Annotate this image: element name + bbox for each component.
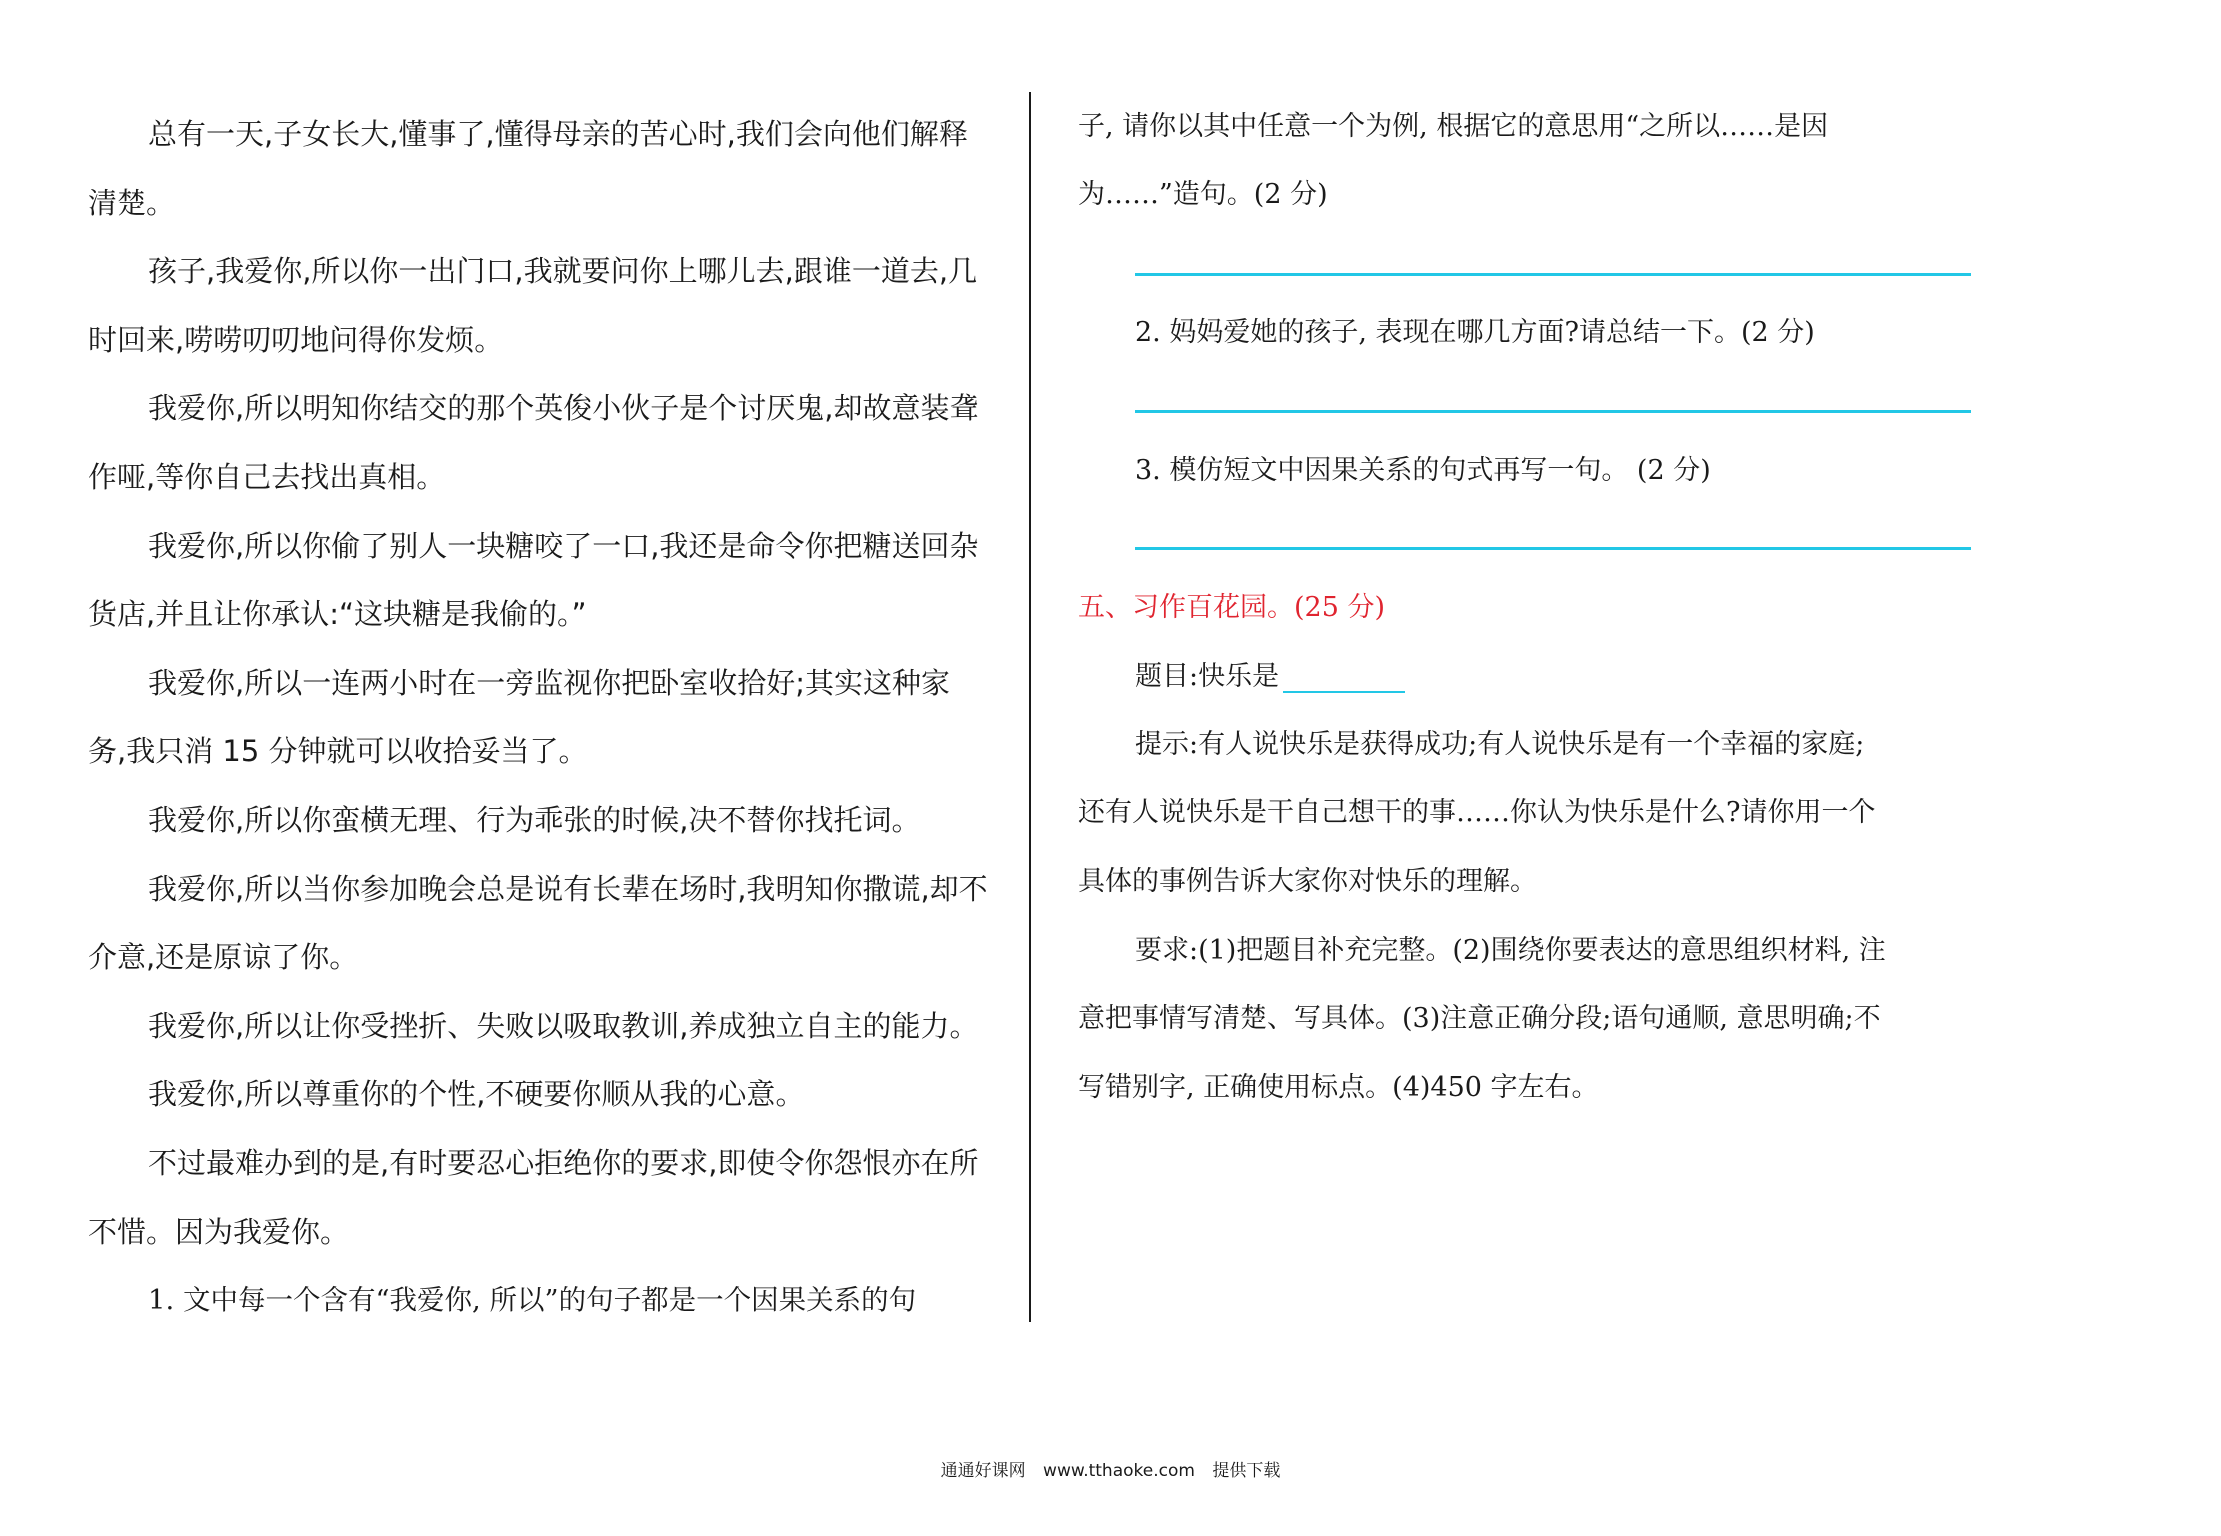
footer-site-name: 通通好课网 xyxy=(940,1461,1026,1481)
answer-line-2[interactable] xyxy=(1135,410,1971,413)
reading-passage xyxy=(88,100,988,1335)
topic-label: 题目:快乐是 xyxy=(1135,661,1280,692)
passage-paragraph: 我爱你,所以明知你结交的那个英俊小伙子是个讨厌鬼,却故意装聋作哑,等你自己去找出真相。 xyxy=(88,391,979,494)
composition-topic xyxy=(1135,654,1405,693)
hint-text: 还有人说快乐是干自己想干的事……你认为快乐是什么?请你用一个 xyxy=(1078,797,1876,828)
passage-paragraph: 我爱你,所以让你受挫折、失败以吸取教训,养成独立自主的能力。 xyxy=(148,1008,979,1043)
footer-note: 提供下载 xyxy=(1212,1461,1281,1481)
requirement-text: 意把事情写清楚、写具体。(3)注意正确分段;语句通顺, 意思明确;不 xyxy=(1078,1003,1881,1034)
passage-paragraph: 我爱你,所以当你参加晚会总是说有长辈在场时,我明知你撒谎,却不介意,还是原谅了你。 xyxy=(88,871,988,975)
answer-line-1[interactable] xyxy=(1135,273,1971,276)
hint-text: 提示:有人说快乐是获得成功;有人说快乐是有一个幸福的家庭; xyxy=(1135,729,1865,760)
passage-paragraph: 我爱你,所以你偷了别人一块糖咬了一口,我还是命令你把糖送回杂货店,并且让你承认:“这块糖是我偷的。” xyxy=(88,528,979,632)
question-1-start: 1. 文中每一个含有“我爱你, 所以”的句子都是一个因果关系的句 xyxy=(148,1284,917,1317)
section-5-title: 五、习作百花园。(25 分) xyxy=(1078,592,1386,623)
passage-paragraph: 不过最难办到的是,有时要忍心拒绝你的要求,即使令你怨恨亦在所不惜。因为我爱你。 xyxy=(88,1145,979,1249)
column-divider xyxy=(1029,92,1031,1322)
requirement-text: 要求:(1)把题目补充完整。(2)围绕你要表达的意思组织材料, 注 xyxy=(1135,935,1886,966)
passage-paragraph: 我爱你,所以你蛮横无理、行为乖张的时候,决不替你找托词。 xyxy=(148,802,921,837)
page-footer xyxy=(0,1456,2221,1481)
question-1-continued: 为……”造句。(2 分) xyxy=(1078,179,1328,210)
question-2: 2. 妈妈爱她的孩子, 表现在哪几方面?请总结一下。(2 分) xyxy=(1135,317,1815,348)
topic-blank[interactable] xyxy=(1283,657,1405,693)
requirement-text: 写错别字, 正确使用标点。(4)450 字左右。 xyxy=(1078,1072,1599,1103)
answer-line-3[interactable] xyxy=(1135,547,1971,550)
footer-url[interactable]: www.tthaoke.com xyxy=(1043,1461,1195,1481)
passage-paragraph: 我爱你,所以一连两小时在一旁监视你把卧室收拾好;其实这种家务,我只消 15 分钟就可以收拾妥当了。 xyxy=(88,665,950,769)
question-3: 3. 模仿短文中因果关系的句式再写一句。 (2 分) xyxy=(1135,455,1711,486)
question-1-continued: 子, 请你以其中任意一个为例, 根据它的意思用“之所以……是因 xyxy=(1078,111,1829,142)
passage-paragraph: 孩子,我爱你,所以你一出门口,我就要问你上哪儿去,跟谁一道去,几时回来,唠唠叨叨地问得你发烦。 xyxy=(88,254,978,357)
passage-paragraph: 我爱你,所以尊重你的个性,不硬要你顺从我的心意。 xyxy=(148,1077,805,1112)
hint-text: 具体的事例告诉大家你对快乐的理解。 xyxy=(1078,866,1537,897)
passage-paragraph: 总有一天,子女长大,懂事了,懂得母亲的苦心时,我们会向他们解释清楚。 xyxy=(88,117,968,220)
